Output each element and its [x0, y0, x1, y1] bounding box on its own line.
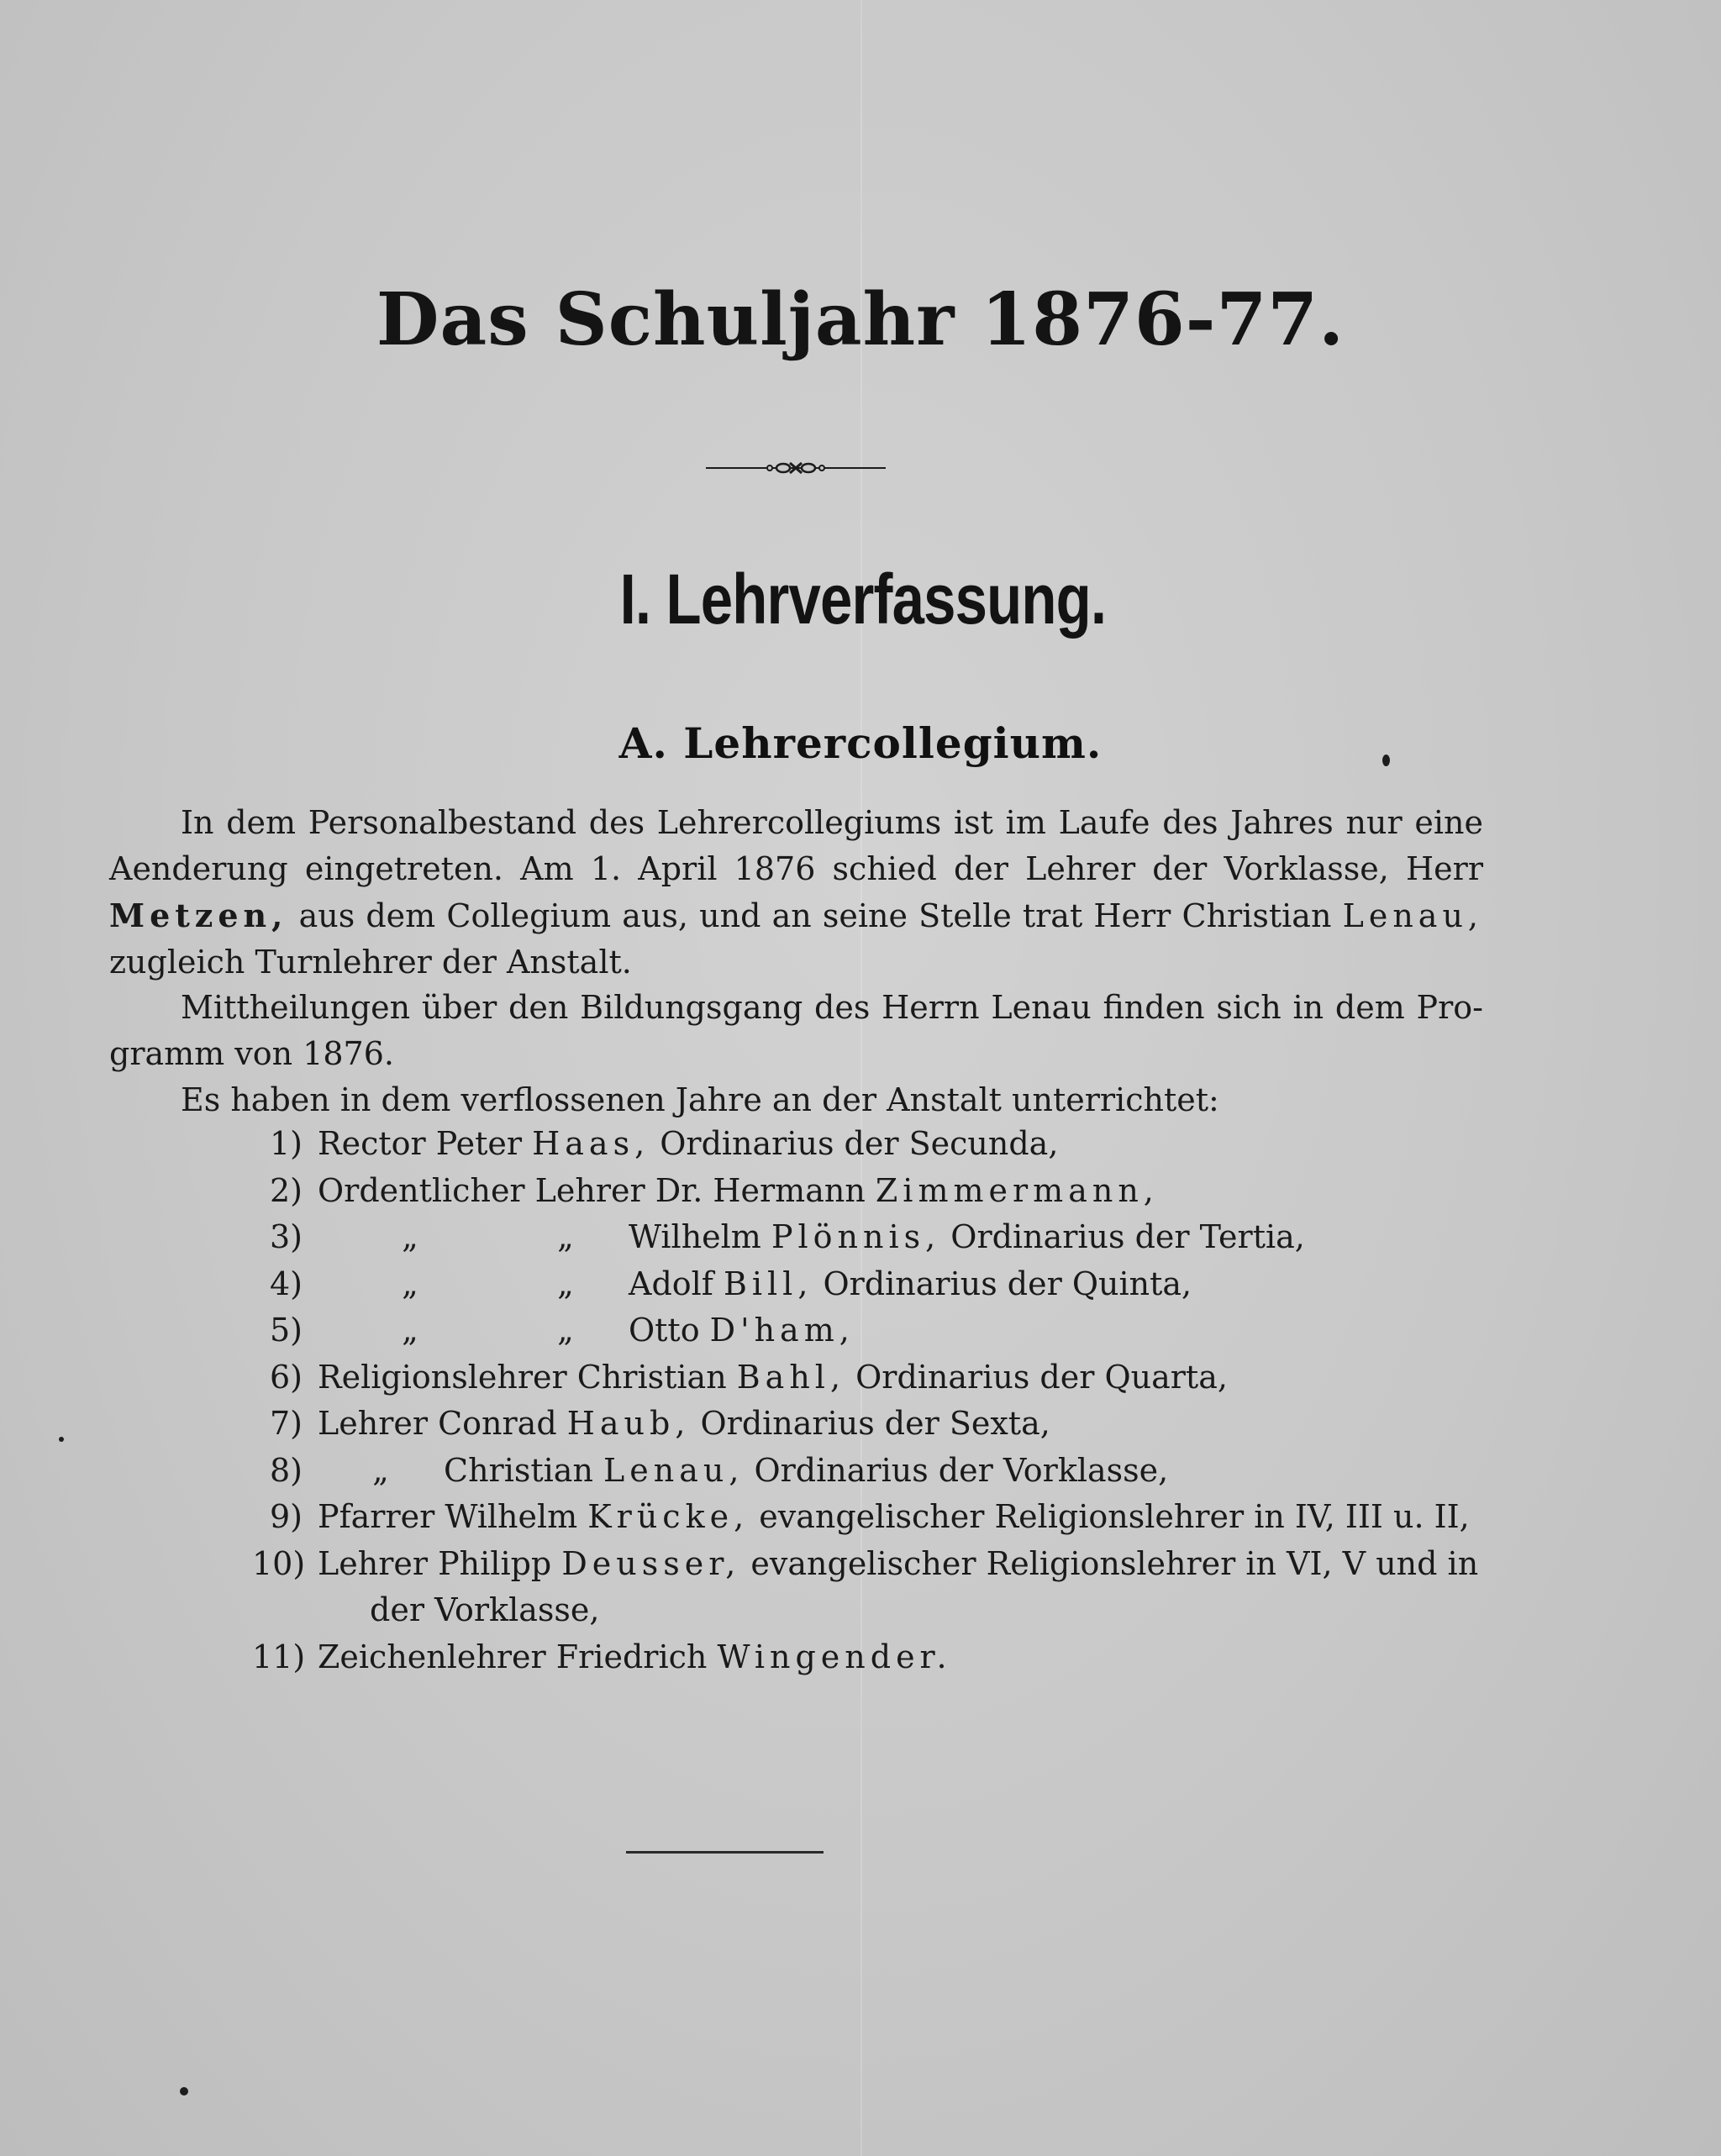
paragraph-1-line-2: Aenderung eingetreten. Am 1. April 1876 schied der Lehrer der Vorklasse, Herr	[109, 850, 1483, 887]
paragraph-2-line-1: Mittheilungen über den Bildungsgang des Herrn Lenau finden sich in dem Pro-	[181, 989, 1483, 1026]
list-item-number: 8)	[269, 1451, 303, 1489]
list-item-pre: Lehrer Philipp	[318, 1544, 562, 1582]
list-item-post: Ordinarius der Tertia,	[940, 1218, 1305, 1255]
list-item-text	[303, 1494, 1470, 1541]
list-item-post: Ordinarius der Vorklasse,	[744, 1451, 1169, 1489]
list-item-text	[303, 1121, 1058, 1168]
ornament-divider	[706, 458, 886, 478]
list-item	[252, 1354, 1487, 1401]
teacher-list	[252, 1121, 1487, 1680]
ditto-mark: „	[557, 1218, 574, 1255]
list-item-pre: Rector Peter	[318, 1125, 533, 1162]
paragraph-1-line-3-text: aus dem Collegium aus, und an seine Stelle trat Herr Christian	[287, 897, 1343, 934]
list-item-pre: Wilhelm	[629, 1218, 771, 1255]
list-item-post: evangelischer Religionslehrer in VI, V und in	[740, 1544, 1479, 1582]
paragraph-2	[109, 985, 1483, 1077]
name-metzen: Metzen,	[109, 897, 288, 934]
list-item-continuation	[252, 1587, 1487, 1634]
paragraph-1-line-1: In dem Personalbestand des Lehrercollegiums ist im Laufe des Jahres nur eine	[181, 804, 1483, 841]
list-item	[252, 1401, 1487, 1448]
list-item-name: Plönnis,	[771, 1218, 941, 1255]
closing-rule	[626, 1851, 824, 1854]
list-item-text	[303, 1401, 1050, 1448]
paragraph-2-line-2: gramm von 1876.	[109, 1035, 394, 1072]
list-item-number: 3)	[269, 1218, 303, 1255]
ditto-mark: „	[557, 1312, 574, 1349]
paragraph-1-line-4: zugleich Turnlehrer der Anstalt.	[109, 944, 632, 981]
list-item-name: Zimmermann,	[875, 1171, 1159, 1209]
list-item-name: Bill,	[723, 1265, 813, 1302]
list-item	[252, 1634, 1487, 1681]
list-item-name: Bahl,	[736, 1358, 846, 1396]
list-item-text	[303, 1307, 855, 1354]
list-item-name: Wingender.	[717, 1638, 952, 1675]
list-item-post: Ordinarius der Quinta,	[813, 1265, 1192, 1302]
list-item-pre: Religionslehrer Christian	[318, 1358, 737, 1396]
ink-speck	[1382, 755, 1390, 766]
list-item-pre: Otto	[629, 1312, 710, 1349]
paragraph-3-line-1: Es haben in dem verflossenen Jahre an der Anstalt unterrichtet:	[181, 1081, 1219, 1118]
list-item	[252, 1121, 1487, 1168]
list-item-number: 5)	[269, 1312, 303, 1349]
list-item-number: 9)	[269, 1498, 303, 1535]
list-item-text	[303, 1541, 1478, 1588]
list-item-number: 10)	[252, 1544, 306, 1582]
list-item-post: evangelischer Religionslehrer in IV, III u. II,	[749, 1498, 1470, 1535]
list-item	[252, 1214, 1487, 1261]
ditto-mark: „	[557, 1265, 574, 1302]
ditto-mark: „	[402, 1312, 418, 1349]
list-item	[252, 1261, 1487, 1308]
ditto-mark: „	[402, 1265, 418, 1302]
ink-speck	[180, 2087, 188, 2096]
page-title: Das Schuljahr 1876-77.	[376, 277, 1345, 362]
list-item-text	[303, 1354, 1228, 1401]
list-item-name: Haub,	[566, 1405, 691, 1442]
list-item-text	[303, 1214, 1305, 1261]
list-item-pre: Ordentlicher Lehrer Dr. Hermann	[318, 1171, 876, 1209]
name-lenau: Lenau,	[1342, 897, 1483, 934]
list-item-name: D'ham,	[709, 1312, 855, 1349]
subsection-heading: A. Lehrercollegium.	[618, 718, 1103, 768]
list-item-text	[303, 1448, 1168, 1495]
ditto-mark: „	[372, 1451, 389, 1489]
list-item	[252, 1448, 1487, 1495]
list-item-number: 1)	[269, 1125, 303, 1162]
list-item-pre: Pfarrer Wilhelm	[318, 1498, 588, 1535]
list-item-number: 7)	[269, 1405, 303, 1442]
list-item-name: Haas,	[532, 1125, 650, 1162]
paragraph-1-line-3	[109, 892, 1483, 939]
list-item-pre: Lehrer Conrad	[318, 1405, 567, 1442]
list-item-post: Ordinarius der Quarta,	[845, 1358, 1228, 1396]
list-item-text	[303, 1261, 1192, 1308]
list-item-text	[303, 1634, 952, 1681]
list-item-number: 11)	[252, 1638, 306, 1675]
list-item	[252, 1168, 1487, 1215]
list-item-number: 2)	[269, 1171, 303, 1209]
list-item-pre: Adolf	[629, 1265, 724, 1302]
list-item	[252, 1541, 1487, 1588]
ink-speck	[59, 1437, 64, 1442]
list-item-name: Lenau,	[603, 1451, 745, 1489]
paragraph-1	[109, 800, 1483, 986]
paragraph-3	[109, 1077, 1483, 1123]
list-item-name: Krücke,	[587, 1498, 750, 1535]
section-heading: I. Lehrverfassung.	[619, 560, 1107, 639]
list-item-pre: Zeichenlehrer Friedrich	[318, 1638, 718, 1675]
list-item-pre: Christian	[444, 1451, 603, 1489]
list-item-continuation-text: der Vorklasse,	[370, 1591, 600, 1628]
list-item-number: 6)	[269, 1358, 303, 1396]
list-item-post: Ordinarius der Sexta,	[690, 1405, 1050, 1442]
list-item	[252, 1307, 1487, 1354]
list-item-name: Deusser,	[561, 1544, 741, 1582]
list-item-number: 4)	[269, 1265, 303, 1302]
list-item-text	[303, 1168, 1159, 1215]
list-item-post: Ordinarius der Secunda,	[650, 1125, 1059, 1162]
list-item	[252, 1494, 1487, 1541]
ditto-mark: „	[402, 1218, 418, 1255]
